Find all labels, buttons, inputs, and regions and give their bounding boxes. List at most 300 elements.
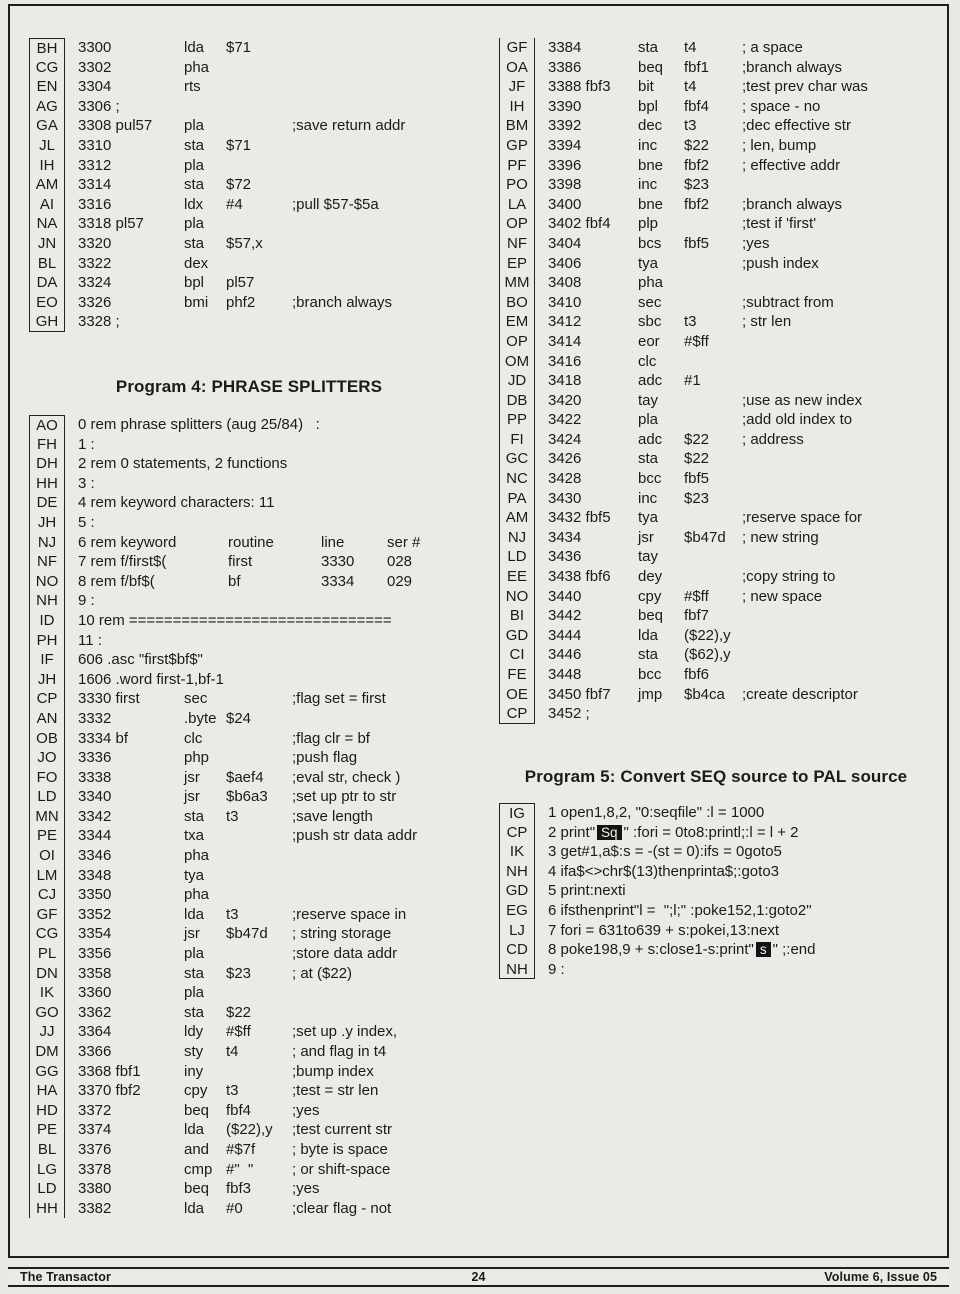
checksum-cell: GP [499,136,535,156]
listing-row [29,709,420,729]
checksum-cell: PE [29,826,65,846]
operand-cell: ($22),y [684,626,731,644]
checksum-cell: BL [29,1140,65,1160]
listing-row [29,273,405,293]
comment-cell: ;test if 'first' [742,215,817,233]
checksum-cell: CD [499,940,535,960]
listing-row [29,38,405,58]
listing-row [29,254,405,274]
address-cell: 3416 [548,352,582,370]
opcode-cell: lda [184,39,205,56]
comment-cell: ;push str data addr [292,827,418,845]
opcode-cell: pha [638,274,664,292]
checksum-cell: NJ [499,528,535,548]
checksum-cell: GO [29,1003,65,1023]
rem-table-cell: routine [228,533,274,551]
opcode-cell: eor [638,332,660,350]
checksum-cell: EP [499,254,535,274]
listing-row [29,312,405,332]
listing-text: 5 : [78,513,95,531]
comment-cell: ;push flag [292,749,358,767]
address-cell: 3302 [78,58,112,76]
operand-cell [226,729,292,749]
comment-cell: ; space - no [742,97,821,115]
address-cell: 3372 [78,1101,112,1119]
operand-cell: t4 [226,1043,239,1060]
operand-cell [226,77,292,97]
basic-line: 5 print:nexti [548,882,626,900]
listing-row [499,842,815,862]
operand-cell [226,156,292,176]
checksum-cell: JH [29,670,65,690]
listing-row [29,58,405,78]
listing-row [29,454,420,474]
opcode-cell: bcc [638,666,662,683]
checksum-cell: EN [29,77,65,97]
opcode-cell: inc [638,176,658,194]
comment-cell: ;set up .y index, [292,1023,398,1041]
checksum-cell: EM [499,312,535,332]
operand-cell: fbf1 [684,58,710,76]
opcode-cell: jsr [638,528,654,546]
checksum-cell: GA [29,116,65,136]
operand-cell [226,944,292,964]
comment-cell: ;yes [292,1180,320,1198]
rem-table-cell: line [321,533,345,551]
comment-cell: ; new string [742,528,819,546]
program5-title: Program 5: Convert SEQ source to PAL source [524,767,908,786]
operand-cell: fbf4 [226,1101,252,1119]
address-cell: 3408 [548,274,582,292]
checksum-cell: DA [29,273,65,293]
opcode-cell: dec [638,117,663,135]
listing-row [29,846,420,866]
checksum-cell: EG [499,901,535,921]
checksum-cell: CP [499,823,535,843]
operand-cell: $72 [226,176,252,194]
listing-text: 606 .asc "first$bf$" [78,651,203,669]
listing-row [499,567,868,587]
listing-text: 3 : [78,474,95,492]
checksum-cell: HH [29,474,65,494]
opcode-cell: bcc [638,470,662,488]
comment-cell: ;store data addr [292,945,398,963]
checksum-cell: HA [29,1081,65,1101]
checksum-cell: JH [29,513,65,533]
listing-row [499,38,868,58]
listing-text: 10 rem ============================== [78,611,392,629]
listing-row [29,533,420,553]
address-cell: 3374 [78,1121,112,1139]
listing-row [29,77,405,97]
checksum-cell: DE [29,493,65,513]
listing-row [29,650,420,670]
comment-cell: ;save length [292,807,373,825]
checksum-cell: CI [499,645,535,665]
opcode-cell: clc [184,729,203,747]
listing-row [499,312,868,332]
operand-cell: fbf4 [684,97,710,115]
checksum-cell: LA [499,195,535,215]
operand-cell: $24 [226,709,252,727]
address-cell: 3354 [78,925,112,943]
checksum-cell: EO [29,293,65,313]
address-cell: 3388 fbf3 [548,78,611,96]
checksum-cell: CJ [29,885,65,905]
opcode-cell: tya [184,866,205,884]
operand-cell: #$7f [226,1140,256,1158]
operand-cell [226,826,292,846]
opcode-cell: iny [184,1062,204,1080]
checksum-cell: AM [29,175,65,195]
listing-row [29,866,420,886]
listing-row [499,410,868,430]
comment-cell: ;reserve space in [292,905,407,923]
address-cell: 3340 [78,788,112,806]
checksum-cell: ID [29,611,65,631]
address-cell: 3444 [548,626,582,644]
listing-row [499,430,868,450]
listing-row [29,513,420,533]
listing-row [499,195,868,215]
listing-row [499,156,868,176]
listing-row [499,901,815,921]
comment-cell: ;pull $57-$5a [292,195,379,213]
opcode-cell: sta [638,39,659,56]
checksum-cell: FE [499,665,535,685]
checksum-cell: NJ [29,533,65,553]
opcode-cell: sta [184,234,205,252]
opcode-cell: lda [184,905,205,923]
checksum-cell: OB [29,729,65,749]
opcode-cell: .byte [184,709,217,727]
checksum-cell: AO [29,415,65,435]
address-cell: 3400 [548,195,582,213]
comment-cell: ; at ($22) [292,964,353,982]
opcode-cell: sta [184,964,205,982]
checksum-cell: BL [29,254,65,274]
comment-cell: ;reserve space for [742,509,863,527]
address-cell: 3312 [78,156,112,174]
opcode-cell: bne [638,195,664,213]
address-cell: 3362 [78,1003,112,1021]
comment-cell: ;push index [742,254,819,272]
checksum-cell: CP [29,689,65,709]
operand-cell: fbf6 [684,666,710,683]
comment-cell: ; a space [742,39,803,56]
opcode-cell: ldx [184,195,204,213]
listing-row [499,214,868,234]
listing-row [499,803,815,823]
checksum-cell: DH [29,454,65,474]
listing-row [29,1179,420,1199]
opcode-cell: adc [638,372,663,390]
operand-cell [684,273,742,293]
listing-row [29,807,420,827]
basic-line: 6 ifsthenprint"l = ";l;" :poke152,1:goto2" [548,901,812,919]
opcode-cell: beq [184,1180,210,1198]
listing-row [29,964,420,984]
listing-row [499,116,868,136]
checksum-cell: BH [29,38,65,58]
comment-cell: ;add old index to [742,411,853,429]
rem-table-cell: 6 rem keyword [78,533,177,551]
listing-row [499,293,868,313]
checksum-cell: DB [499,391,535,411]
checksum-cell: JD [499,371,535,391]
address-cell: 3452 ; [548,705,590,723]
listing-row [29,552,420,572]
opcode-cell: tya [638,509,659,527]
opcode-cell: adc [638,430,663,448]
listing-row [499,97,868,117]
footer-magazine-name: The Transactor [20,1270,112,1284]
address-cell: 3404 [548,234,582,252]
listing-row [29,493,420,513]
basic-line: 3 get#1,a$:s = -(st = 0):ifs = 0goto5 [548,843,782,861]
address-cell: 3330 first [78,690,140,708]
listing-row [499,508,868,528]
comment-cell: ; string storage [292,925,392,943]
address-cell: 3392 [548,117,582,135]
listing-row [29,136,405,156]
opcode-cell: pha [184,58,210,76]
opcode-cell: sec [638,293,662,311]
opcode-cell: tay [638,391,659,409]
comment-cell: ;clear flag - not [292,1199,392,1217]
operand-cell [226,312,292,332]
opcode-cell: cpy [184,1082,208,1100]
checksum-cell: LD [499,547,535,567]
comment-cell: ;branch always [742,195,843,213]
checksum-cell: HD [29,1101,65,1121]
address-cell: 3350 [78,886,112,904]
checksum-cell: BI [499,606,535,626]
opcode-cell: cpy [638,587,662,605]
operand-cell: t3 [226,807,239,825]
checksum-cell: MM [499,273,535,293]
operand-cell: $b4ca [684,685,725,703]
address-cell: 3356 [78,945,112,963]
listing-text: 4 rem keyword characters: 11 [78,494,275,512]
comment-cell: ;branch always [742,58,843,76]
comment-cell: ;subtract from [742,293,834,311]
address-cell: 3434 [548,528,582,546]
checksum-cell: HH [29,1199,65,1219]
listing-program3-tail [29,38,405,332]
checksum-cell: LM [29,866,65,886]
opcode-cell: clc [638,352,657,370]
opcode-cell: sec [184,690,208,708]
listing-row [499,273,868,293]
listing-row [499,862,815,882]
listing-row [29,474,420,494]
operand-cell: $22 [684,450,710,468]
comment-cell: ; effective addr [742,156,841,174]
operand-cell: fbf5 [684,234,710,252]
listing-row [499,528,868,548]
checksum-cell: NC [499,469,535,489]
operand-cell [684,391,742,411]
comment-cell: ;use as new index [742,391,863,409]
operand-cell: t4 [684,78,697,96]
opcode-cell: jmp [638,685,663,703]
checksum-cell: FO [29,768,65,788]
checksum-cell: IH [29,156,65,176]
opcode-cell: bit [638,78,654,96]
checksum-cell: JL [29,136,65,156]
checksum-cell: NO [29,572,65,592]
address-cell: 3430 [548,489,582,507]
operand-cell: t3 [226,905,239,923]
address-cell: 3448 [548,666,582,683]
address-cell: 3380 [78,1180,112,1198]
rem-table-cell: bf [228,572,241,590]
rem-table-cell: 3334 [321,572,355,590]
operand-cell [226,254,292,274]
checksum-cell: MN [29,807,65,827]
opcode-cell: beq [638,58,664,76]
address-cell: 3336 [78,749,112,767]
comment-cell: ; address [742,430,804,448]
checksum-cell: GH [29,312,65,332]
checksum-cell: LJ [499,921,535,941]
page-footer [8,1267,949,1287]
checksum-cell: JF [499,77,535,97]
address-cell: 3338 [78,768,112,786]
opcode-cell: rts [184,78,201,96]
checksum-cell: PF [499,156,535,176]
operand-cell [684,567,742,587]
opcode-cell: jsr [184,788,200,806]
operand-cell [684,410,742,430]
checksum-cell: PL [29,944,65,964]
opcode-cell: lda [184,1199,205,1217]
address-cell: 3412 [548,313,582,331]
opcode-cell: inc [638,136,658,154]
comment-cell: ;test current str [292,1121,393,1139]
address-cell: 3402 fbf4 [548,215,611,233]
operand-cell [684,547,742,567]
checksum-cell: PO [499,175,535,195]
operand-cell [226,885,292,905]
basic-line: 7 fori = 631to639 + s:pokei,13:next [548,921,779,939]
address-cell: 3446 [548,646,582,664]
operand-cell [226,866,292,886]
opcode-cell: tay [638,548,659,566]
listing-row [29,234,405,254]
address-cell: 3352 [78,905,112,923]
operand-cell: $71 [226,39,252,56]
address-cell: 3360 [78,984,112,1002]
listing-row [29,768,420,788]
listing-row [29,1042,420,1062]
operand-cell: t3 [684,313,697,331]
checksum-cell: CG [29,58,65,78]
opcode-cell: pla [184,215,205,233]
listing-row [29,214,405,234]
comment-cell: ;bump index [292,1062,374,1080]
listing-row [499,823,815,843]
opcode-cell: sty [184,1043,204,1060]
listing-row [29,116,405,136]
opcode-cell: lda [184,1121,205,1139]
operand-cell [226,689,292,709]
address-cell: 3316 [78,195,112,213]
address-cell: 3414 [548,332,582,350]
reverse-video-token: Sq [597,825,622,840]
opcode-cell: pla [184,984,205,1002]
address-cell: 3328 ; [78,313,120,331]
page-frame [8,4,949,1258]
opcode-cell: beq [638,607,664,625]
address-cell: 3428 [548,470,582,488]
opcode-cell: bcs [638,234,662,252]
listing-text: 0 rem phrase splitters (aug 25/84) : [78,416,320,433]
address-cell: 3386 [548,58,582,76]
listing-row [29,175,405,195]
listing-row [499,332,868,352]
operand-cell: ($22),y [226,1121,273,1139]
operand-cell: #1 [684,372,701,390]
listing-row [499,626,868,646]
comment-cell: ; and flag in t4 [292,1043,387,1060]
checksum-cell: GF [29,905,65,925]
rem-table-cell: 029 [387,572,413,590]
address-cell: 3422 [548,411,582,429]
opcode-cell: sta [184,1003,205,1021]
comment-cell: ;dec effective str [742,117,851,135]
checksum-cell: NH [499,960,535,980]
address-cell: 3306 ; [78,97,120,115]
listing-row [499,940,815,960]
checksum-cell: LD [29,787,65,807]
opcode-cell: cmp [184,1160,213,1178]
checksum-cell: JO [29,748,65,768]
checksum-cell: PH [29,631,65,651]
address-cell: 3310 [78,136,112,154]
operand-cell: $22 [226,1003,252,1021]
address-cell: 3450 fbf7 [548,685,611,703]
address-cell: 3308 pul57 [78,117,153,135]
operand-cell [684,293,742,313]
operand-cell [684,214,742,234]
listing-row [29,1199,420,1219]
operand-cell: #0 [226,1199,243,1217]
address-cell: 3332 [78,709,112,727]
comment-cell: ; len, bump [742,136,817,154]
listing-row [499,136,868,156]
operand-cell: ($62),y [684,646,731,664]
opcode-cell: bne [638,156,664,174]
checksum-cell: NF [499,234,535,254]
operand-cell: t3 [226,1082,239,1100]
listing-row [29,944,420,964]
comment-cell: ;flag set = first [292,690,386,708]
operand-cell: $aef4 [226,768,264,786]
checksum-cell: OP [499,214,535,234]
rem-table-cell: 8 rem f/bf$( [78,572,155,590]
listing-row [29,1101,420,1121]
checksum-cell: PE [29,1120,65,1140]
checksum-cell: IK [29,983,65,1003]
listing-row [499,371,868,391]
opcode-cell: pla [184,945,205,963]
operand-cell: #$ff [684,332,709,350]
operand-cell [684,352,742,372]
listing-program4-continued [499,38,868,724]
checksum-cell: AN [29,709,65,729]
